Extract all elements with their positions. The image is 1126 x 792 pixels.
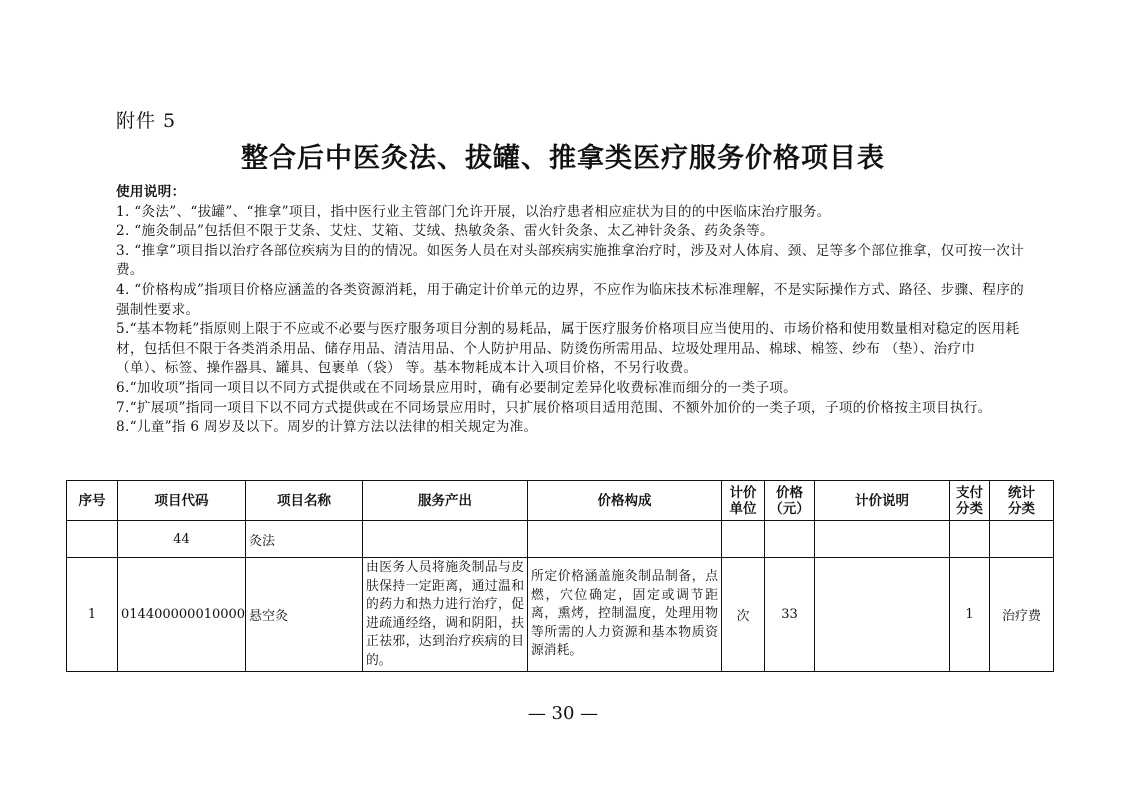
header-unit-top: 计价 bbox=[729, 484, 757, 501]
category-row bbox=[67, 521, 1054, 558]
category-stat bbox=[990, 521, 1054, 558]
category-seq bbox=[67, 521, 118, 558]
document-title: 整合后中医灸法、拔罐、推拿类医疗服务价格项目表 bbox=[241, 143, 885, 174]
header-name: 项目名称 bbox=[246, 481, 363, 521]
row-stat: 治疗费 bbox=[990, 558, 1054, 672]
instruction-item: 3. “推拿”项目指以治疗各部位疾病为目的的情况。如医务人员在对头部疾病实施推拿治疗时，涉及对人体肩、颈、足等多个部位推拿，仅可按一次计费。 bbox=[116, 242, 1024, 279]
row-unit: 次 bbox=[722, 558, 765, 672]
row-output: 由医务人员将施灸制品与皮肤保持一定距离，通过温和的药力和热力进行治疗，促进疏通经络，调和阴阳，扶正祛邪，达到治疗疾病的目的。 bbox=[363, 558, 528, 672]
price-table bbox=[66, 480, 1054, 672]
header-stat-bottom: 分类 bbox=[1008, 500, 1035, 517]
header-pay-top: 支付 bbox=[956, 484, 983, 501]
instruction-item: 1. “灸法”、“拔罐”、“推拿”项目，指中医行业主管部门允许开展，以治疗患者相应症状为目的的中医临床治疗服务。 bbox=[116, 203, 831, 220]
category-output bbox=[363, 521, 528, 558]
header-unit-bottom: 单位 bbox=[729, 500, 757, 517]
table-row bbox=[67, 558, 1054, 672]
row-name: 悬空灸 bbox=[246, 558, 363, 672]
category-note bbox=[815, 521, 950, 558]
instruction-item: 4. “价格构成”指项目价格应涵盖的各类资源消耗，用于确定计价单元的边界，不应作为临床技术标准理解，不是实际操作方式、路径、步骤、程序的强制性要求。 bbox=[116, 281, 1024, 318]
instruction-item: 5.“基本物耗”指原则上限于不应或不必要与医疗服务项目分割的易耗品，属于医疗服务价格项目应当使用的、市场价格和使用数量相对稳定的医用耗材，包括但不限于各类消杀用品、储存用品、清洁用品、个人防护用品、防烫伤所需用品、垃圾处理用品、棉球、棉签、纱布 （垫）、治疗巾 （单）、标签、操作器具、罐具、包裹单（袋） 等。基本物耗成本计入项目价格，不另行收费。 bbox=[116, 321, 1020, 377]
header-pay-bottom: 分类 bbox=[956, 500, 983, 517]
row-code: 014400000010000 bbox=[118, 558, 246, 672]
header-stat-top: 统计 bbox=[1008, 484, 1035, 501]
instruction-item: 7.“扩展项”指同一项目下以不同方式提供或在不同场景应用时，只扩展价格项目适用范围、不额外加价的一类子项，子项的价格按主项目执行。 bbox=[116, 399, 992, 416]
attachment-label: 附件 5 bbox=[116, 110, 177, 132]
page-number: — 30 — bbox=[527, 703, 599, 724]
header-unit bbox=[722, 481, 765, 521]
row-composition: 所定价格涵盖施灸制品制备，点燃，穴位确定，固定或调节距离，熏烤，控制温度，处理用物等所需的人力资源和基本物质资源消耗。 bbox=[528, 558, 722, 672]
header-price bbox=[765, 481, 815, 521]
row-price: 33 bbox=[765, 558, 815, 672]
table-header-row bbox=[67, 481, 1054, 521]
header-pay bbox=[950, 481, 990, 521]
category-price bbox=[765, 521, 815, 558]
category-unit bbox=[722, 521, 765, 558]
header-composition: 价格构成 bbox=[528, 481, 722, 521]
header-output: 服务产出 bbox=[363, 481, 528, 521]
row-pay: 1 bbox=[950, 558, 990, 672]
instructions-heading: 使用说明： bbox=[116, 184, 186, 200]
header-stat bbox=[990, 481, 1054, 521]
instruction-item: 2. “施灸制品”包括但不限于艾条、艾炷、艾箱、艾绒、热敏灸条、雷火针灸条、太乙神针灸条、药灸条等。 bbox=[116, 223, 774, 240]
header-code: 项目代码 bbox=[118, 481, 246, 521]
header-price-bottom: （元） bbox=[769, 500, 810, 517]
row-note bbox=[815, 558, 950, 672]
header-price-top: 价格 bbox=[776, 484, 803, 501]
instructions bbox=[116, 183, 1026, 438]
category-composition bbox=[528, 521, 722, 558]
header-seq: 序号 bbox=[67, 481, 118, 521]
category-code: 44 bbox=[118, 521, 246, 558]
instruction-item: 8.“儿童”指 6 周岁及以下。周岁的计算方法以法律的相关规定为准。 bbox=[116, 419, 538, 436]
row-seq: 1 bbox=[67, 558, 118, 672]
category-pay bbox=[950, 521, 990, 558]
header-note: 计价说明 bbox=[815, 481, 950, 521]
instruction-item: 6.“加收项”指同一项目以不同方式提供或在不同场景应用时，确有必要制定差异化收费标准而细分的一类子项。 bbox=[116, 379, 798, 396]
category-name: 灸法 bbox=[246, 521, 363, 558]
